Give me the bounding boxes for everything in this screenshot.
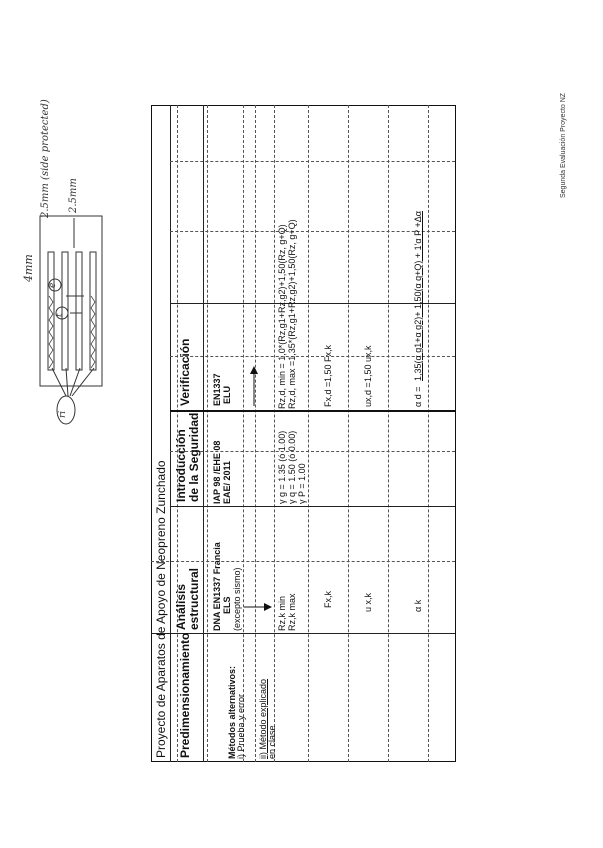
dim-4mm: 4mm [22,254,35,282]
steel-plate-2 [62,252,68,370]
els-label: ELS [222,596,232,614]
header-predimensionamiento: Predimensionamiento [178,632,192,758]
e-label: e [48,282,58,288]
uxk: u x,k [363,592,373,612]
rzk-min: Rz,k min [277,595,287,631]
lbl-25mm-side: 2.5mm (side protected) [40,99,51,218]
header-analisis: Análisis [174,583,188,630]
en1337-label: EN1337 [212,373,222,406]
iap-ehe: IAP 98 /EHE 08 [212,440,222,504]
prueba-error: i) Prueba y error [236,693,246,759]
footer-text: Segunda Evaluación Proyecto NZ [560,92,567,198]
metodos-alternativos: Métodos alternativos: [227,665,237,759]
fxk: Fx,k [323,591,333,608]
t-label: t [55,313,65,317]
elu-label: ELU [222,386,232,404]
alpha-d-value: 1,35(α g1+α g2)+ 1,50(α q+Q) + 1'α P +Δα [413,211,423,381]
uxd-label: ux,d = [363,382,373,407]
ri-label: ri [58,410,68,418]
fxd-value: 1,50 Fx,k [323,344,333,382]
header-introduccion-2: de la Seguridad [187,412,201,502]
rzd-max: Rz,d, max =1,35*(Rz,g1+Rz,g2)+1,50(Rz, g+Q) [287,219,297,409]
fxd-label: Fx,d = [323,381,333,407]
excepto-sismo: (excepto sismo) [232,567,242,631]
page-title: Proyecto de Aparatos de Apoyo de Neopreno Zunchado [154,460,168,758]
lbl-25mm: 2.5mm [68,178,79,213]
norma-dna: DNA EN1337 Francia [212,542,222,631]
steel-plate-3 [76,252,82,370]
rzk-max: Rz,k max [287,593,297,631]
gamma-q: γ q = 1.50 (ó 0.00) [287,430,297,504]
uxd-value: 1,50 ux,k [363,345,373,382]
eae-2011: EAE/ 2011 [222,460,232,504]
sketch-frame [40,216,102,386]
gamma-p: γ P = 1.00 [297,463,307,504]
header-introduccion: Introducción [174,429,188,502]
alpha-d-label: α d = [413,386,423,407]
header-analisis-2: estructural [187,567,201,630]
gamma-g: γ g = 1.35 (ó 1.00) [277,430,287,504]
alpha-k: α k [413,599,423,612]
metodo-explicado: ii) Método explicado [258,678,268,759]
en-clase: en clase [267,725,277,759]
rzd-min: Rz,d, min = 1,0*(Rz,g1+Rz,g2)+1,50(Rz, g+Q) [277,224,287,409]
header-verificacion: Verificación [178,338,192,406]
